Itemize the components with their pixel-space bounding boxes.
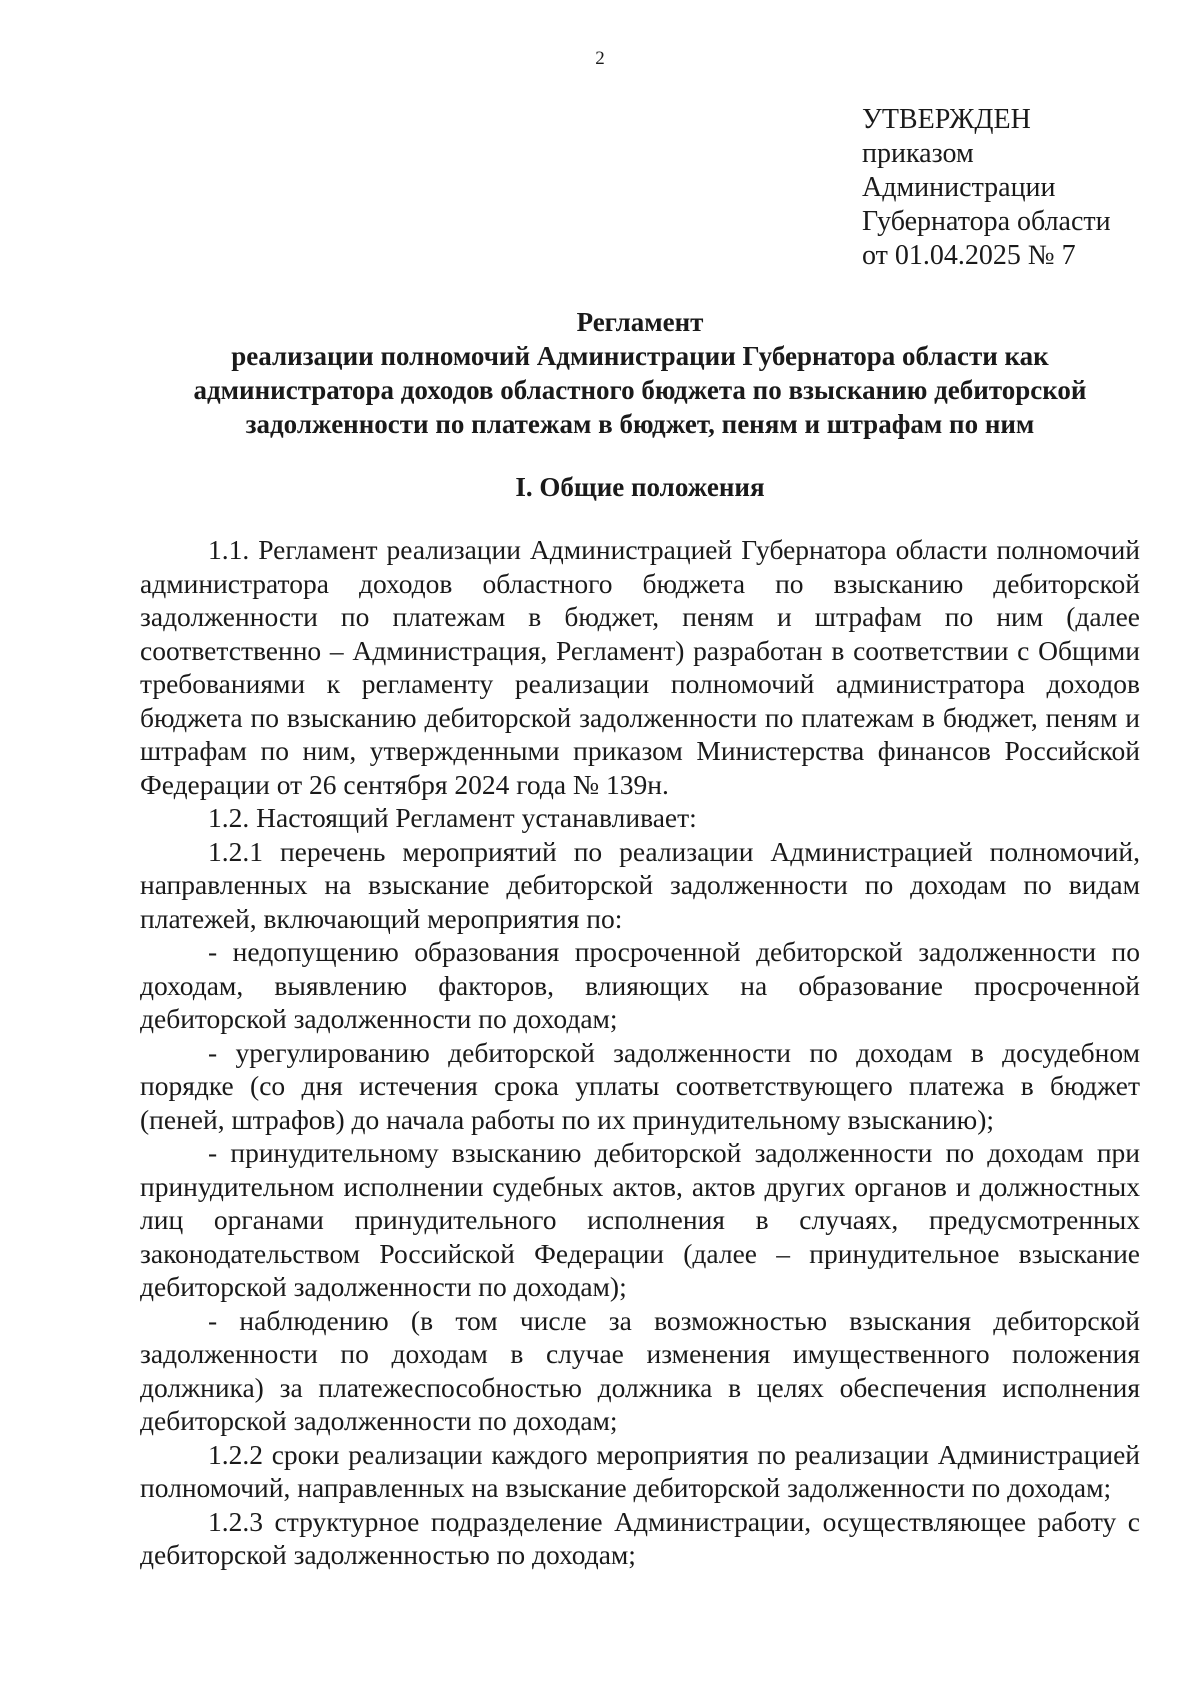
approval-line: Губернатора области [862, 206, 1111, 237]
paragraph: 1.1. Регламент реализации Администрацией Губернатора области полномочий администратора доходов областного бюджета по взысканию дебиторской задолженности по платежам в бюджет, пеням и штрафам по ним (далее соответственно – Администрация, Регламент) разработан в соответствии с Общими требованиями к регламенту реализации полномочий администратора доходов бюджета по взысканию дебиторской задолженности по платежам в бюджет, пеням и штрафам по ним, утвержденными приказом Министерства финансов Российской Федерации от 26 сентября 2024 года № 139н. [140, 534, 1140, 800]
document-title [140, 305, 1140, 441]
paragraph: 1.2.2 сроки реализации каждого мероприятия по реализации Администрацией полномочий, направленных на взыскание дебиторской задолженности по доходам; [140, 1438, 1140, 1503]
title-line: Регламент [576, 307, 704, 337]
list-item: - недопущению образования просроченной дебиторской задолженности по доходам, выявлению факторов, влияющих на образование просроченной дебиторской задолженности по доходам; [140, 936, 1140, 1034]
approval-line: приказом [862, 138, 974, 169]
title-line: реализации полномочий Администрации Губернатора области как [231, 341, 1049, 371]
paragraph: 1.2.1 перечень мероприятий по реализации Администрацией полномочий, направленных на взыскание дебиторской задолженности по доходам по видам платежей, включающий мероприятия по: [140, 835, 1140, 934]
list-item: - наблюдению (в том числе за возможностью взыскания дебиторской задолженности по доходам в случае изменения имущественного положения должника) за платежеспособностью должника в целях обеспечения исполнения дебиторской задолженности по доходам; [140, 1304, 1140, 1436]
approval-date: от 01.04.2025 № 7 [862, 240, 1076, 271]
title-line: администратора доходов областного бюджета по взысканию дебиторской [193, 375, 1087, 405]
paragraph: 1.2. Настоящий Регламент устанавливает: [208, 802, 697, 833]
document-body [140, 533, 1140, 1572]
approval-line: Администрации [862, 172, 1056, 203]
title-line: задолженности по платежам в бюджет, пеням и штрафам по ним [245, 409, 1035, 439]
approval-title: УТВЕРЖДЕН [862, 104, 1031, 135]
list-item: - принудительному взысканию дебиторской задолженности по доходам при принудительном исполнении судебных актов, актов других органов и должностных лиц органами принудительного исполнения в случаях, предусмотренных законодательством Российской Федерации (далее – принудительное взыскание дебиторской задолженности по доходам); [140, 1137, 1140, 1302]
list-item: - урегулированию дебиторской задолженности по доходам в досудебном порядке (со дня истечения срока уплаты соответствующего платежа в бюджет (пеней, штрафов) до начала работы по их принудительному взысканию); [140, 1036, 1140, 1135]
paragraph: 1.2.3 структурное подразделение Администрации, осуществляющее работу с дебиторской задолженностью по доходам; [140, 1505, 1140, 1570]
approval-stamp [862, 103, 1182, 273]
page-number: 2 [595, 48, 605, 69]
section-heading: I. Общие положения [515, 472, 765, 502]
